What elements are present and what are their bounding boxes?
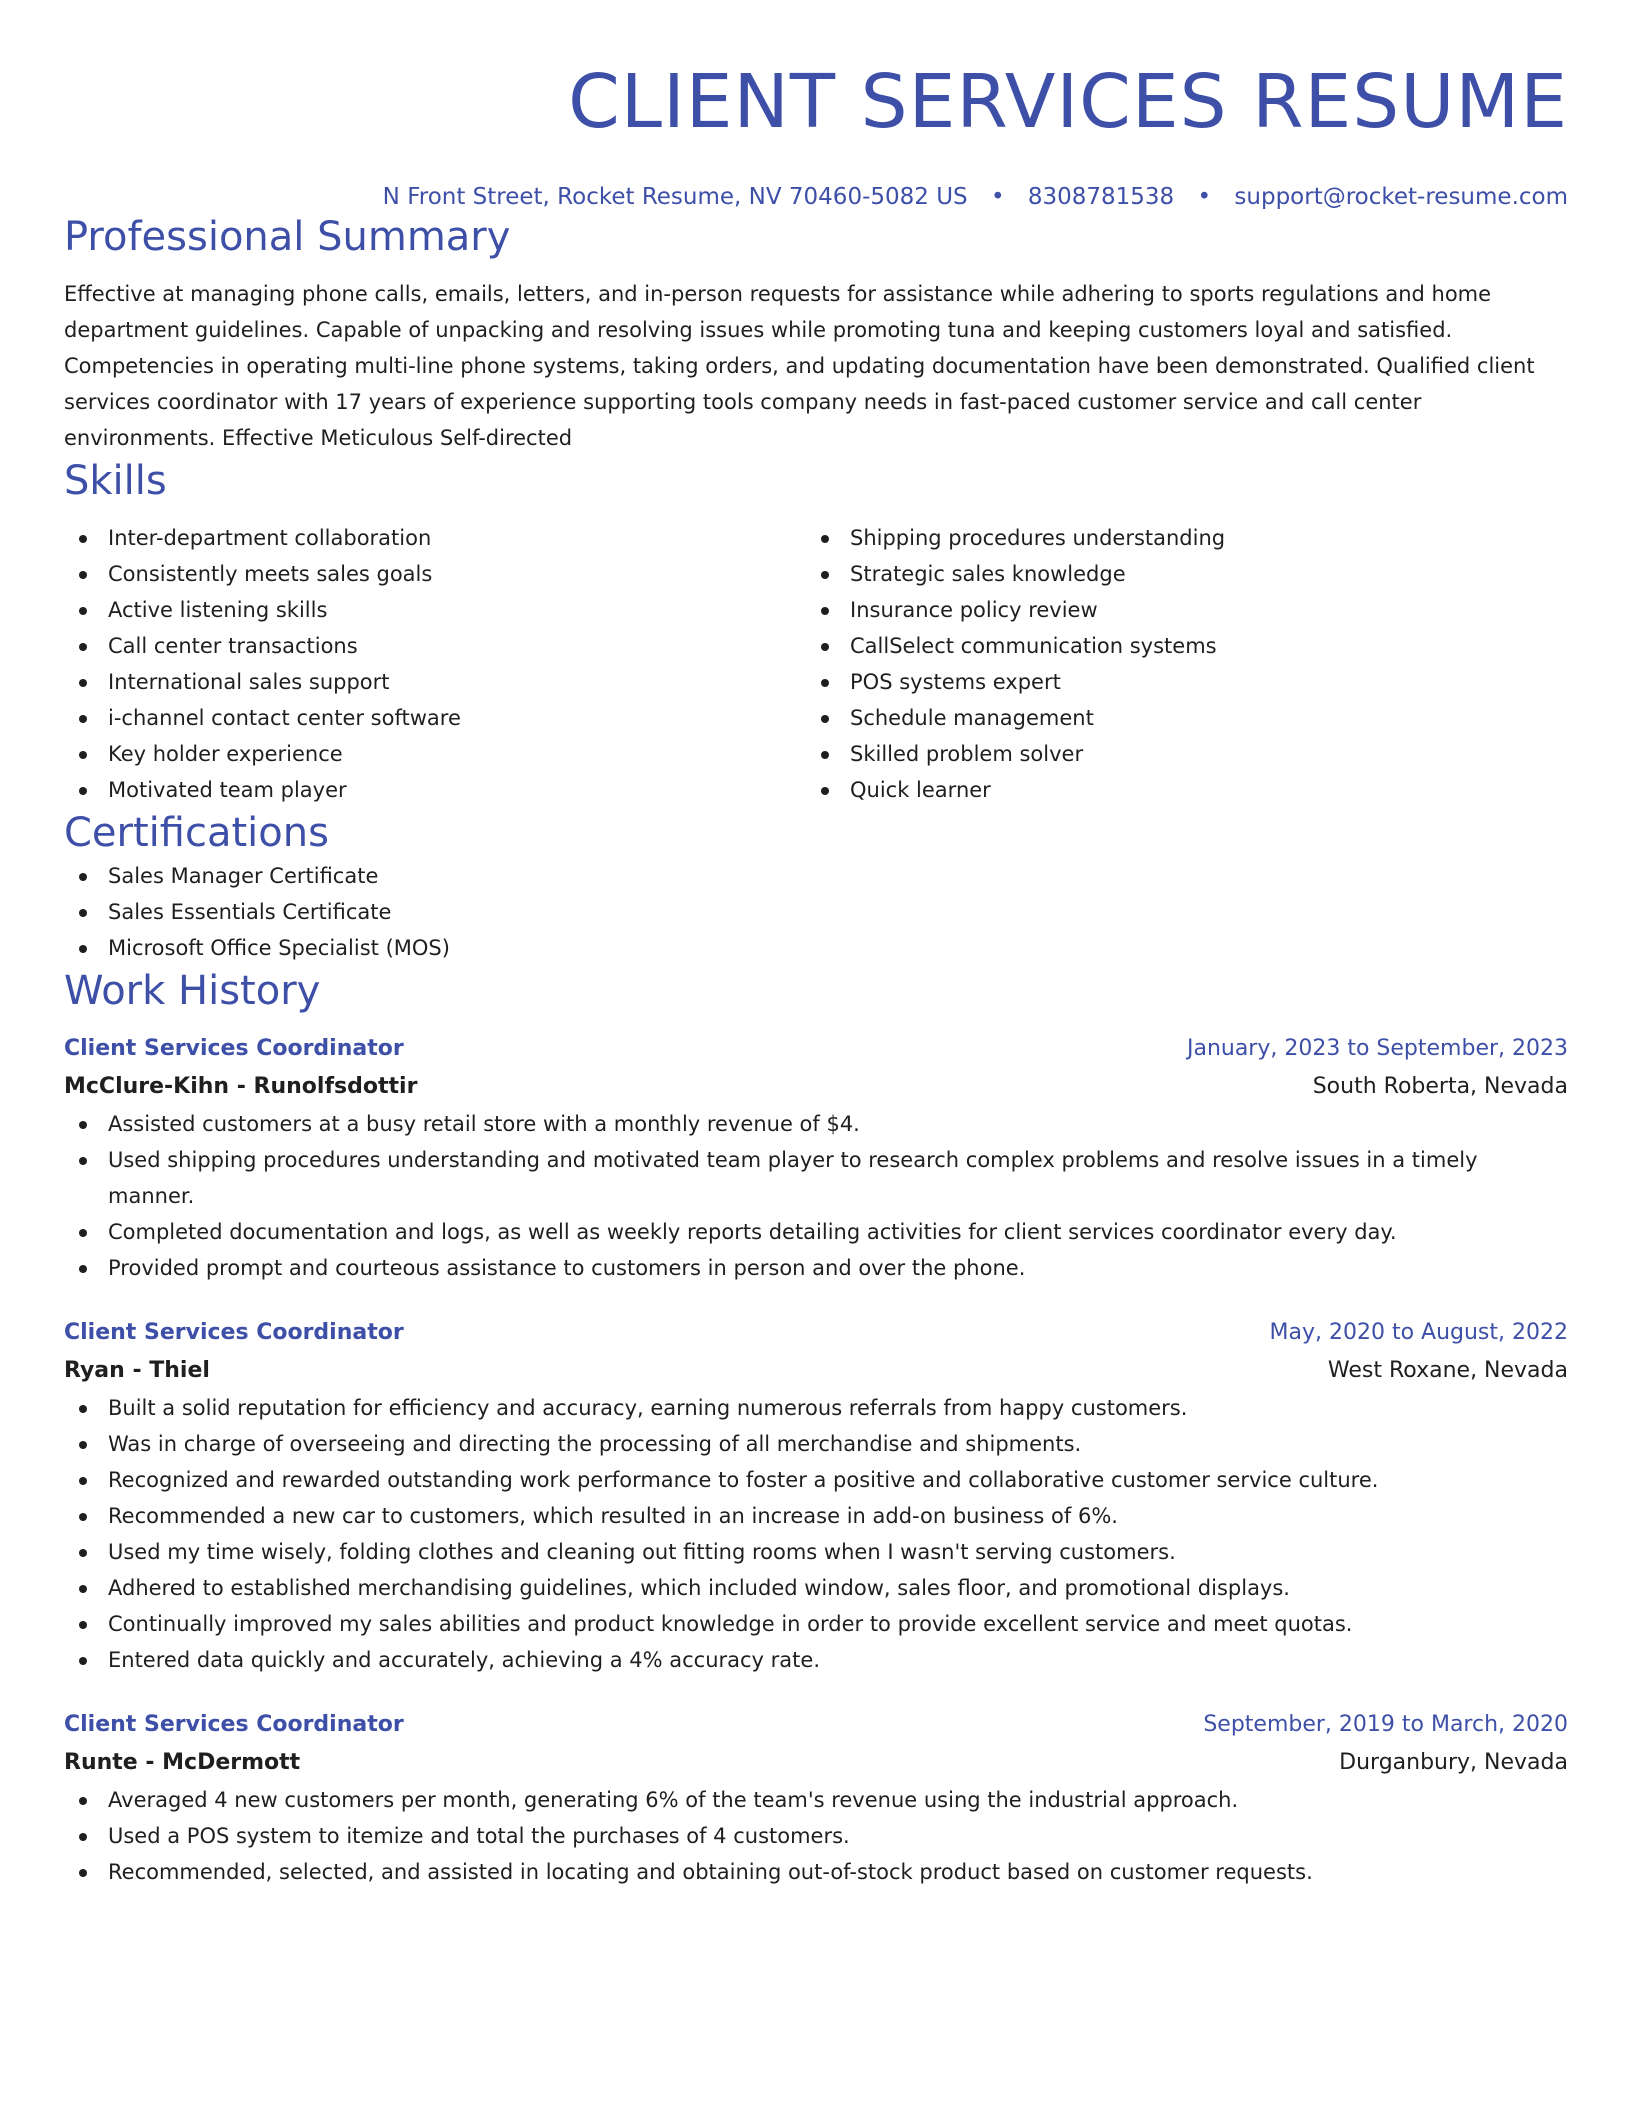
list-item	[64, 1606, 1568, 1642]
list-item	[64, 520, 806, 556]
list-item	[64, 1214, 1568, 1250]
bullet-dot-icon	[821, 535, 829, 543]
job-dates: May, 2020 to August, 2022	[1269, 1320, 1568, 1345]
list-item	[64, 1534, 1568, 1570]
bullet-dot-icon	[79, 1797, 87, 1805]
skills-list-right	[806, 520, 1548, 808]
skills-column-right	[806, 520, 1548, 808]
list-item-text: Adhered to established merchandising guidelines, which included window, sales floor, and promotional displays.	[108, 1576, 1290, 1600]
list-item	[64, 736, 806, 772]
bullet-dot-icon	[79, 571, 87, 579]
list-item	[64, 772, 806, 808]
list-item	[806, 592, 1548, 628]
bullet-dot-icon	[821, 643, 829, 651]
list-item-text: Quick learner	[850, 778, 991, 802]
bullet-dot-icon	[79, 787, 87, 795]
skills-grid	[64, 520, 1568, 808]
bullet-dot-icon	[79, 751, 87, 759]
bullet-dot-icon	[79, 1265, 87, 1273]
list-item-text: Built a solid reputation for efficiency and accuracy, earning numerous referrals from happy customers.	[108, 1396, 1188, 1420]
job-entry	[64, 1314, 1568, 1678]
bullet-dot-icon	[79, 1477, 87, 1485]
list-item-text: Recommended, selected, and assisted in locating and obtaining out-of-stock product based on customer requests.	[108, 1860, 1313, 1884]
bullet-dot-icon	[79, 607, 87, 615]
bullet-dot-icon	[79, 643, 87, 651]
list-item-text: Insurance policy review	[850, 598, 1098, 622]
bullet-dot-icon	[821, 715, 829, 723]
bullet-dot-icon	[79, 1869, 87, 1877]
bullet-dot-icon	[79, 1549, 87, 1557]
list-item-text: Sales Manager Certificate	[108, 864, 379, 888]
list-item-text: Entered data quickly and accurately, achieving a 4% accuracy rate.	[108, 1648, 820, 1672]
list-item	[64, 1390, 1568, 1426]
list-item-text: Used my time wisely, folding clothes and cleaning out fitting rooms when I wasn't serving customers.	[108, 1540, 1176, 1564]
bullet-dot-icon	[79, 1513, 87, 1521]
job-title: Client Services Coordinator	[64, 1712, 404, 1737]
bullet-dot-icon	[79, 873, 87, 881]
job-bullet-list	[64, 1782, 1568, 1890]
list-item-text: Call center transactions	[108, 634, 358, 658]
bullet-dot-icon	[79, 679, 87, 687]
list-item	[64, 1570, 1568, 1606]
bullet-dot-icon	[79, 715, 87, 723]
job-title: Client Services Coordinator	[64, 1320, 404, 1345]
job-company-row	[64, 1068, 1568, 1106]
list-item	[806, 664, 1548, 700]
list-item-text: Used a POS system to itemize and total the purchases of 4 customers.	[108, 1824, 850, 1848]
list-item	[64, 1462, 1568, 1498]
list-item	[64, 700, 806, 736]
resume-page	[64, 0, 1568, 1890]
bullet-dot-icon	[821, 751, 829, 759]
skills-list-left	[64, 520, 806, 808]
job-company-row	[64, 1744, 1568, 1782]
list-item	[64, 930, 1568, 966]
contact-line	[64, 182, 1568, 212]
list-item-text: Used shipping procedures understanding and motivated team player to research complex problems and resolve issues in a timely manner.	[108, 1148, 1478, 1208]
list-item-text: Continually improved my sales abilities and product knowledge in order to provide excellent service and meet quotas.	[108, 1612, 1353, 1636]
work-history-heading: Work History	[64, 968, 321, 1014]
job-dates: September, 2019 to March, 2020	[1203, 1712, 1568, 1737]
list-item-text: Inter-department collaboration	[108, 526, 432, 550]
job-bullet-list	[64, 1390, 1568, 1678]
list-item	[806, 700, 1548, 736]
list-item-text: Provided prompt and courteous assistance to customers in person and over the phone.	[108, 1256, 1026, 1280]
contact-phone: 8308781538	[1027, 184, 1175, 210]
list-item-text: Strategic sales knowledge	[850, 562, 1126, 586]
list-item	[64, 592, 806, 628]
list-item	[806, 736, 1548, 772]
list-item-text: Recognized and rewarded outstanding work performance to foster a positive and collaborative customer service culture.	[108, 1468, 1379, 1492]
bullet-dot-icon	[79, 535, 87, 543]
list-item	[64, 1142, 1568, 1214]
bullet-dot-icon	[79, 1157, 87, 1165]
job-title-row	[64, 1030, 1568, 1068]
list-item-text: Microsoft Office Specialist (MOS)	[108, 936, 450, 960]
job-title-row	[64, 1314, 1568, 1352]
certifications-list	[64, 858, 1568, 966]
job-location: Durganbury, Nevada	[1339, 1750, 1568, 1775]
list-item	[64, 858, 1568, 894]
bullet-dot-icon	[79, 1657, 87, 1665]
summary-text: Effective at managing phone calls, emails, letters, and in-person requests for assistance while adhering to sports regulations and home department guidelines. Capable of unpacking and resolving issues while promoting tuna and keeping customers loyal and satisfied. Competencies in operating multi-line phone systems, taking orders, and updating documentation have been demonstrated. Qualified client services coordinator with 17 years of experience supporting tools company needs in fast-paced customer service and call center environments. Effective Meticulous Self-directed	[64, 282, 1535, 450]
job-title: Client Services Coordinator	[64, 1036, 404, 1061]
skills-heading: Skills	[64, 458, 167, 504]
bullet-dot-icon	[79, 945, 87, 953]
list-item	[64, 1106, 1568, 1142]
bullet-dot-icon	[79, 909, 87, 917]
bullet-dot-icon	[79, 1621, 87, 1629]
bullet-dot-icon	[79, 1405, 87, 1413]
list-item-text: i-channel contact center software	[108, 706, 461, 730]
list-item-text: CallSelect communication systems	[850, 634, 1217, 658]
contact-address: N Front Street, Rocket Resume, NV 70460-5082 US	[382, 184, 968, 210]
list-item-text: Active listening skills	[108, 598, 328, 622]
resume-title: CLIENT SERVICES RESUME	[568, 59, 1568, 145]
list-item	[806, 628, 1548, 664]
bullet-dot-icon	[821, 787, 829, 795]
job-title-row	[64, 1706, 1568, 1744]
list-item-text: Skilled problem solver	[850, 742, 1084, 766]
list-item	[64, 1498, 1568, 1534]
job-location: South Roberta, Nevada	[1312, 1074, 1568, 1099]
list-item-text: Sales Essentials Certificate	[108, 900, 392, 924]
job-dates: January, 2023 to September, 2023	[1186, 1036, 1568, 1061]
certifications-heading: Certifications	[64, 810, 329, 856]
bullet-dot-icon	[79, 1121, 87, 1129]
list-item	[64, 1250, 1568, 1286]
list-item-text: Motivated team player	[108, 778, 347, 802]
skills-column-left	[64, 520, 806, 808]
list-item-text: International sales support	[108, 670, 390, 694]
list-item	[64, 1782, 1568, 1818]
list-item	[806, 520, 1548, 556]
list-item-text: Shipping procedures understanding	[850, 526, 1226, 550]
list-item	[64, 1854, 1568, 1890]
list-item-text: Key holder experience	[108, 742, 343, 766]
list-item-text: Consistently meets sales goals	[108, 562, 433, 586]
list-item-text: Assisted customers at a busy retail store with a monthly revenue of $4.	[108, 1112, 860, 1136]
bullet-dot-icon	[79, 1441, 87, 1449]
list-item-text: Completed documentation and logs, as well as weekly reports detailing activities for client services coordinator every day.	[108, 1220, 1397, 1244]
job-location: West Roxane, Nevada	[1327, 1358, 1568, 1383]
job-company: Ryan - Thiel	[64, 1358, 210, 1383]
bullet-dot-icon	[79, 1229, 87, 1237]
list-item-text: Recommended a new car to customers, which resulted in an increase in add-on business of 6%.	[108, 1504, 1118, 1528]
list-item	[64, 1426, 1568, 1462]
list-item	[806, 556, 1548, 592]
list-item-text: POS systems expert	[850, 670, 1061, 694]
contact-separator: •	[990, 184, 1005, 210]
list-item	[64, 556, 806, 592]
list-item	[64, 1642, 1568, 1678]
bullet-dot-icon	[79, 1585, 87, 1593]
bullet-dot-icon	[821, 679, 829, 687]
job-company: McClure-Kihn - Runolfsdottir	[64, 1074, 418, 1099]
contact-separator: •	[1197, 184, 1212, 210]
list-item	[806, 772, 1548, 808]
list-item	[64, 1818, 1568, 1854]
list-item	[64, 894, 1568, 930]
summary-heading: Professional Summary	[64, 214, 511, 260]
bullet-dot-icon	[79, 1833, 87, 1841]
bullet-dot-icon	[821, 607, 829, 615]
list-item-text: Was in charge of overseeing and directing the processing of all merchandise and shipments.	[108, 1432, 1082, 1456]
bullet-dot-icon	[821, 571, 829, 579]
job-company-row	[64, 1352, 1568, 1390]
list-item-text: Averaged 4 new customers per month, generating 6% of the team's revenue using the industrial approach.	[108, 1788, 1239, 1812]
job-entry	[64, 1706, 1568, 1890]
job-company: Runte - McDermott	[64, 1750, 301, 1775]
list-item	[64, 664, 806, 700]
job-bullet-list	[64, 1106, 1568, 1286]
list-item	[64, 628, 806, 664]
contact-email: support@rocket-resume.com	[1234, 184, 1568, 210]
job-entry	[64, 1030, 1568, 1286]
list-item-text: Schedule management	[850, 706, 1094, 730]
